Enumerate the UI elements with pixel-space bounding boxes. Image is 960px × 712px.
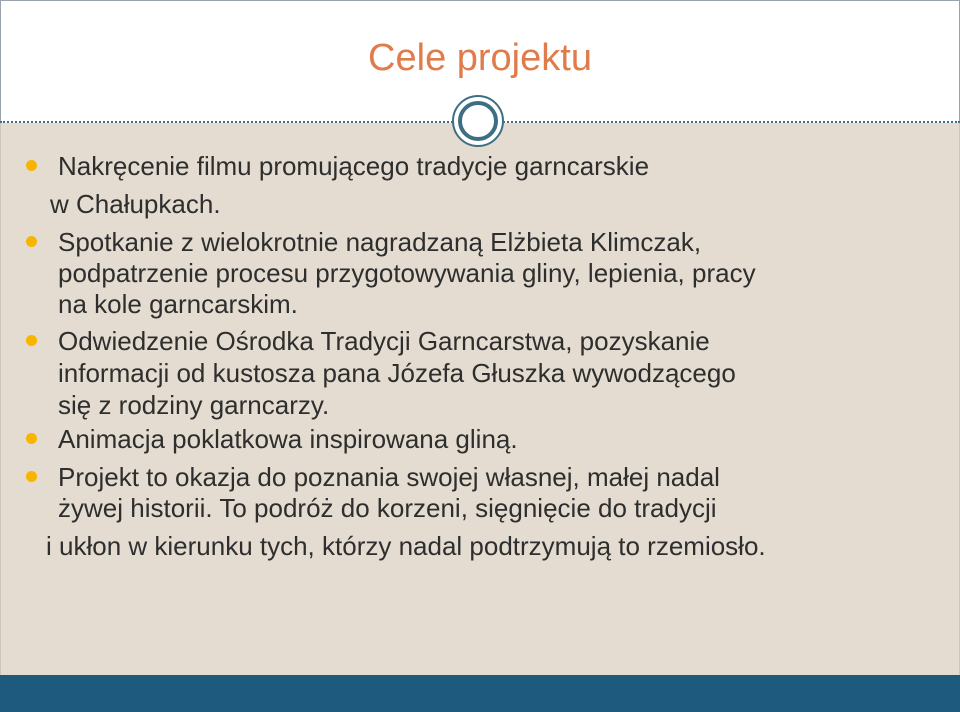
bullet-1-line-1: Nakręcenie filmu promującego tradycje garncarskie	[58, 151, 650, 181]
bullet-3-line-1: Odwiedzenie Ośrodka Tradycji Garncarstwa, pozyskanie	[58, 326, 710, 356]
bullet-dot-icon	[26, 433, 37, 444]
bullet-dot-icon	[26, 160, 37, 171]
slide-title: Cele projektu	[368, 37, 592, 79]
circle-ornament-icon	[452, 95, 504, 147]
bullet-5-line-2: żywej historii. To podróż do korzeni, sięgnięcie do tradycji	[58, 493, 717, 523]
bullet-dot-icon	[26, 335, 37, 346]
bullet-5-line-1: Projekt to okazja do poznania swojej własnej, małej nadal	[58, 462, 720, 492]
bullet-3-line-3: się z rodziny garncarzy.	[58, 390, 330, 420]
bullet-3-line-2: informacji od kustosza pana Józefa Głuszka wywodzącego	[58, 358, 736, 388]
bullet-dot-icon	[26, 471, 37, 482]
bullet-2-line-1: Spotkanie z wielokrotnie nagradzaną Elżbieta Klimczak,	[58, 227, 702, 257]
bullet-4-line-1: Animacja poklatkowa inspirowana gliną.	[58, 424, 518, 454]
footer-bar	[0, 675, 960, 712]
circle-ornament-inner	[458, 101, 498, 141]
bullet-2-line-3: na kole garncarskim.	[58, 289, 298, 319]
bullet-2-line-2: podpatrzenie procesu przygotowywania gliny, lepienia, pracy	[58, 258, 756, 288]
bullet-1-line-2: w Chałupkach.	[50, 189, 221, 219]
bullet-5-line-3: i ukłon w kierunku tych, którzy nadal podtrzymują to rzemiosło.	[46, 531, 766, 561]
bullet-dot-icon	[26, 236, 37, 247]
